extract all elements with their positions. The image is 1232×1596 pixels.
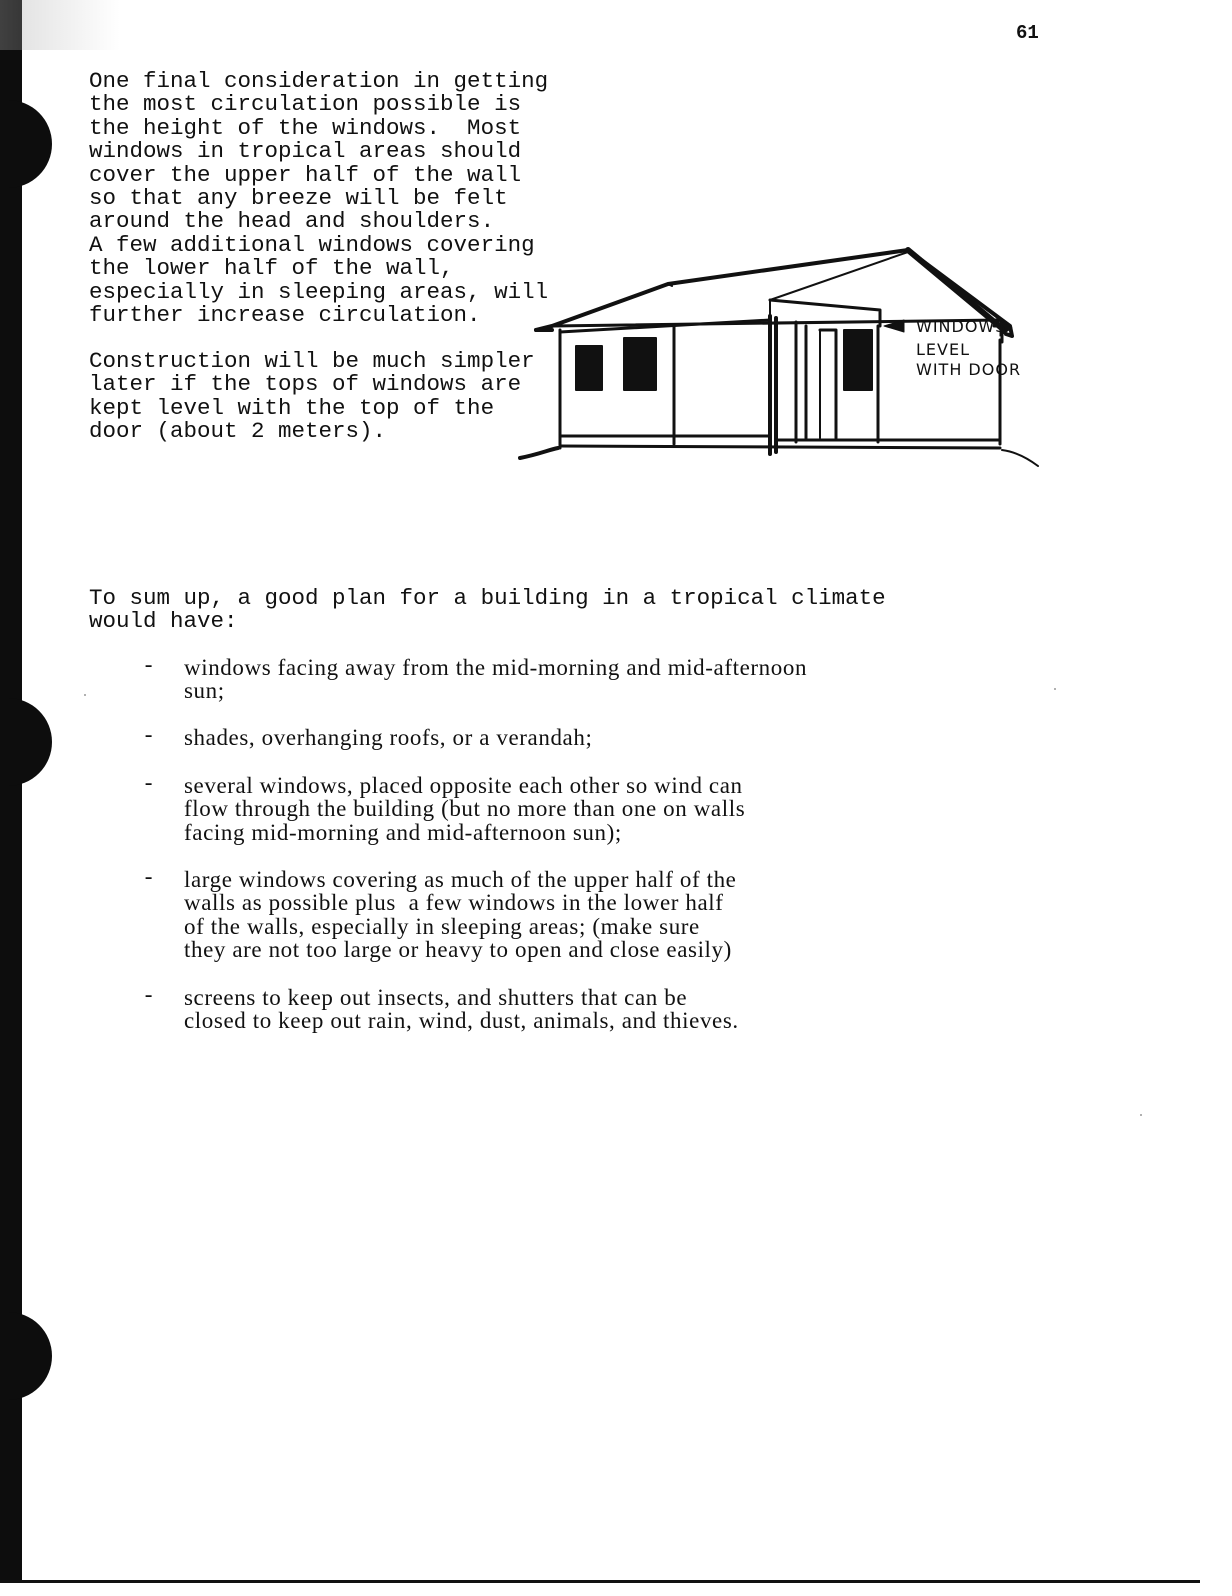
intro-paragraph bbox=[89, 70, 548, 327]
bullet-line: facing mid-morning and mid-afternoon sun); bbox=[184, 819, 622, 845]
window-1 bbox=[576, 346, 602, 390]
bullet-line: several windows, placed opposite each other so wind can bbox=[184, 773, 743, 798]
construction-note bbox=[89, 350, 535, 444]
bullet-item bbox=[184, 726, 592, 749]
scan-speck bbox=[1054, 688, 1056, 690]
intro-line: so that any breeze will be felt bbox=[89, 185, 508, 212]
note-line: door (about 2 meters). bbox=[89, 418, 387, 445]
note-line: Construction will be much simpler bbox=[89, 348, 535, 374]
bullet-line: of the walls, especially in sleeping areas; (make sure bbox=[184, 913, 700, 939]
intro-line: the lower half of the wall, bbox=[89, 255, 454, 282]
bullet-line: shades, overhanging roofs, or a verandah; bbox=[184, 725, 593, 750]
punch-hole-top bbox=[0, 100, 52, 188]
intro-line: especially in sleeping areas, will bbox=[89, 278, 549, 305]
scan-speck bbox=[1140, 1114, 1142, 1116]
bullet-dash: - bbox=[142, 772, 156, 797]
roof-inner-slope bbox=[770, 252, 908, 318]
bullet-item bbox=[184, 868, 736, 961]
intro-line: the height of the windows. Most bbox=[89, 114, 522, 141]
ground-right bbox=[1002, 450, 1038, 466]
intro-line: windows in tropical areas should bbox=[89, 138, 522, 165]
bullet-item bbox=[184, 656, 807, 703]
intro-line: A few additional windows covering bbox=[89, 231, 535, 258]
bullet-item bbox=[184, 774, 745, 844]
scan-speck bbox=[84, 694, 86, 696]
window-2 bbox=[624, 338, 656, 390]
intro-line: around the head and shoulders. bbox=[89, 208, 495, 235]
bullet-line: closed to keep out rain, wind, dust, animals, and thieves. bbox=[184, 1008, 739, 1034]
bullet-dash: - bbox=[142, 654, 156, 679]
intro-line: further increase circulation. bbox=[89, 302, 481, 329]
bullet-line: screens to keep out insects, and shutters that can be bbox=[184, 985, 688, 1010]
base-line bbox=[560, 446, 1000, 448]
bullet-line: windows facing away from the mid-morning and mid-afternoon bbox=[184, 655, 808, 680]
page-number: 61 bbox=[1016, 22, 1039, 44]
bullet-line: they are not too large or heavy to open and close easily) bbox=[184, 936, 732, 962]
summary-lead-line: would have: bbox=[89, 608, 238, 635]
punch-hole-bottom bbox=[0, 1312, 52, 1400]
window-3 bbox=[844, 330, 872, 390]
note-line: later if the tops of windows are bbox=[89, 371, 522, 398]
intro-line: the most circulation possible is bbox=[89, 91, 522, 118]
bullet-line: sun; bbox=[184, 678, 225, 704]
scan-shading bbox=[0, 0, 120, 50]
label-windows: WINDOWS bbox=[916, 317, 1007, 336]
summary-lead-line: To sum up, a good plan for a building in a tropical climate bbox=[89, 585, 886, 611]
door-leaf bbox=[820, 330, 836, 438]
punch-hole-middle bbox=[0, 698, 52, 786]
ground-left bbox=[520, 448, 558, 458]
bottom-rule bbox=[0, 1580, 1200, 1583]
summary-intro bbox=[89, 587, 886, 634]
bullet-dash: - bbox=[142, 866, 156, 891]
bullet-line: large windows covering as much of the upper half of the bbox=[184, 867, 737, 892]
note-line: kept level with the top of the bbox=[89, 394, 495, 421]
bullet-dash: - bbox=[142, 724, 156, 749]
bullet-item bbox=[184, 986, 739, 1033]
bullet-dash: - bbox=[142, 984, 156, 1009]
label-level: LEVEL bbox=[916, 340, 970, 359]
bullet-line: flow through the building (but no more than one on walls bbox=[184, 796, 746, 822]
intro-line: One final consideration in getting bbox=[89, 68, 549, 94]
label-with-door: WITH DOOR bbox=[916, 360, 1022, 379]
intro-line: cover the upper half of the wall bbox=[89, 161, 522, 188]
bullet-line: walls as possible plus a few windows in the lower half bbox=[184, 890, 724, 916]
